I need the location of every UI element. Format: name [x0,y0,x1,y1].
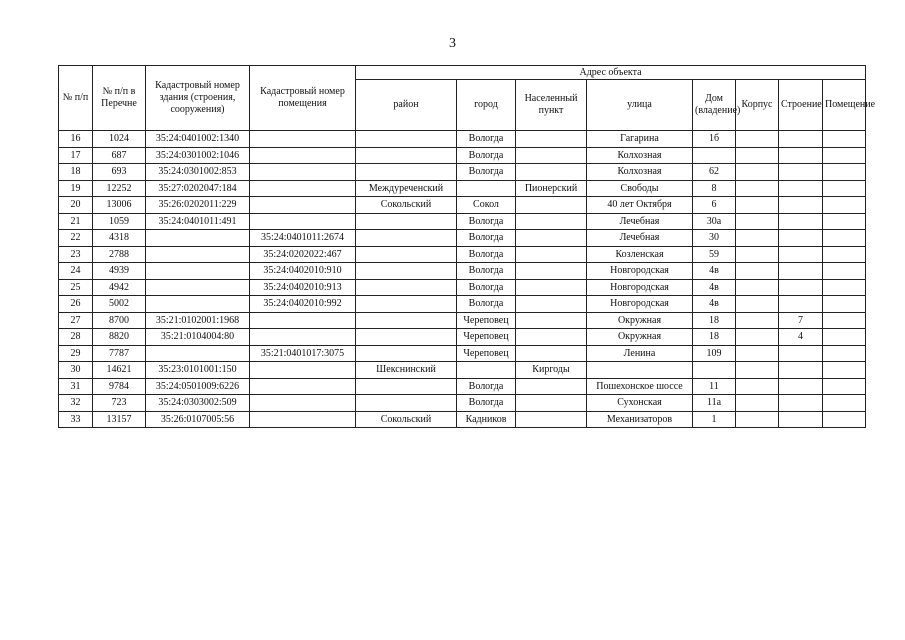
cadastral-building-cell [146,263,250,280]
cadastral-room-cell: 35:24:0402010:910 [250,263,356,280]
house-cell: 4в [693,296,736,313]
structure-cell [779,378,823,395]
corpus-cell [736,329,779,346]
room-cell [823,345,866,362]
room-cell [823,246,866,263]
city-cell: Вологда [457,213,516,230]
street-cell: Свободы [587,180,693,197]
list-num-cell: 1059 [93,213,146,230]
room-cell [823,279,866,296]
house-cell: 1 [693,411,736,428]
street-cell: Колхозная [587,147,693,164]
settlement-cell [516,131,587,148]
district-cell [356,213,457,230]
structure-cell [779,246,823,263]
corpus-cell [736,296,779,313]
cadastral-room-cell: 35:24:0401011:2674 [250,230,356,247]
house-cell [693,362,736,379]
cadastral-room-cell [250,378,356,395]
street-cell [587,362,693,379]
district-cell [356,296,457,313]
city-cell: Вологда [457,395,516,412]
cadastral-room-cell: 35:24:0402010:913 [250,279,356,296]
cadastral-room-cell [250,131,356,148]
city-cell: Череповец [457,329,516,346]
house-cell: 4в [693,279,736,296]
structure-cell [779,296,823,313]
city-cell: Вологда [457,378,516,395]
table-row [59,411,866,428]
house-cell: 4в [693,263,736,280]
structure-cell [779,411,823,428]
row-num-cell: 31 [59,378,93,395]
house-cell: 18 [693,329,736,346]
table-row [59,180,866,197]
room-cell [823,180,866,197]
settlement-cell [516,312,587,329]
list-num-cell: 723 [93,395,146,412]
city-cell: Вологда [457,296,516,313]
list-num-cell: 12252 [93,180,146,197]
col-header-corpus: Корпус [736,80,779,131]
room-cell [823,147,866,164]
cadastral-room-cell [250,213,356,230]
table-row [59,197,866,214]
city-cell: Вологда [457,246,516,263]
settlement-cell [516,395,587,412]
row-num-cell: 22 [59,230,93,247]
settlement-cell [516,147,587,164]
structure-cell [779,213,823,230]
street-cell: Ленина [587,345,693,362]
house-cell: 11а [693,395,736,412]
list-num-cell: 13006 [93,197,146,214]
cadastral-room-cell: 35:24:0202022:467 [250,246,356,263]
table-row [59,296,866,313]
room-cell [823,213,866,230]
settlement-cell [516,246,587,263]
table-row [59,362,866,379]
table-row [59,246,866,263]
house-cell: 11 [693,378,736,395]
list-num-cell: 4939 [93,263,146,280]
table-row [59,345,866,362]
cadastral-building-cell: 35:23:0101001:150 [146,362,250,379]
room-cell [823,362,866,379]
city-cell: Вологда [457,131,516,148]
city-cell: Вологда [457,230,516,247]
corpus-cell [736,362,779,379]
city-cell [457,362,516,379]
structure-cell [779,345,823,362]
cadastral-room-cell [250,180,356,197]
cadastral-building-cell: 35:27:0202047:184 [146,180,250,197]
district-cell [356,246,457,263]
district-cell: Сокольский [356,197,457,214]
corpus-cell [736,164,779,181]
street-cell: Окружная [587,312,693,329]
cadastral-building-cell: 35:26:0202011:229 [146,197,250,214]
city-cell: Кадников [457,411,516,428]
row-num-cell: 29 [59,345,93,362]
district-cell [356,395,457,412]
corpus-cell [736,180,779,197]
street-cell: Новгородская [587,296,693,313]
cadastral-building-cell [146,246,250,263]
cadastral-building-cell [146,345,250,362]
cadastral-room-cell [250,312,356,329]
settlement-cell [516,164,587,181]
corpus-cell [736,131,779,148]
room-cell [823,164,866,181]
city-cell: Вологда [457,164,516,181]
room-cell [823,395,866,412]
cadastral-building-cell: 35:21:0104004:80 [146,329,250,346]
row-num-cell: 23 [59,246,93,263]
row-num-cell: 26 [59,296,93,313]
corpus-cell [736,230,779,247]
col-header-cadastral-building: Кадастровый номер здания (строения, сооружения) [146,66,250,131]
city-cell: Вологда [457,147,516,164]
district-cell [356,312,457,329]
cadastral-building-cell: 35:24:0301002:1046 [146,147,250,164]
street-cell: Механизаторов [587,411,693,428]
settlement-cell [516,411,587,428]
house-cell: 30 [693,230,736,247]
list-num-cell: 8700 [93,312,146,329]
table-row [59,131,866,148]
street-cell: Гагарина [587,131,693,148]
corpus-cell [736,378,779,395]
structure-cell [779,263,823,280]
room-cell [823,197,866,214]
list-num-cell: 13157 [93,411,146,428]
street-cell: Новгородская [587,263,693,280]
street-cell: Окружная [587,329,693,346]
cadastral-room-cell [250,362,356,379]
cadastral-building-cell: 35:24:0303002:509 [146,395,250,412]
cadastral-room-cell [250,395,356,412]
structure-cell [779,131,823,148]
list-num-cell: 4942 [93,279,146,296]
district-cell [356,345,457,362]
table-row [59,263,866,280]
cadastral-room-cell: 35:24:0402010:992 [250,296,356,313]
page-number: 3 [449,36,456,51]
city-cell: Сокол [457,197,516,214]
cadastral-building-cell: 35:24:0301002:853 [146,164,250,181]
cadastral-room-cell [250,329,356,346]
list-num-cell: 14621 [93,362,146,379]
table-body [59,131,866,428]
list-num-cell: 5002 [93,296,146,313]
row-num-cell: 30 [59,362,93,379]
cadastral-building-cell [146,279,250,296]
cadastral-building-cell: 35:21:0102001:1968 [146,312,250,329]
cadastral-room-cell [250,164,356,181]
room-cell [823,378,866,395]
table-row [59,147,866,164]
house-cell: 18 [693,312,736,329]
corpus-cell [736,279,779,296]
city-cell [457,180,516,197]
property-table [58,65,876,428]
row-num-cell: 24 [59,263,93,280]
cadastral-room-cell: 35:21:0401017:3075 [250,345,356,362]
structure-cell [779,180,823,197]
col-header-city: город [457,80,516,131]
cadastral-building-cell [146,230,250,247]
district-cell: Междуреченский [356,180,457,197]
row-num-cell: 16 [59,131,93,148]
house-cell: 6 [693,197,736,214]
district-cell [356,147,457,164]
structure-cell: 7 [779,312,823,329]
house-cell: 1б [693,131,736,148]
corpus-cell [736,395,779,412]
row-num-cell: 27 [59,312,93,329]
settlement-cell [516,197,587,214]
district-cell [356,230,457,247]
structure-cell [779,279,823,296]
col-header-list-num: № п/п в Перечне [93,66,146,131]
row-num-cell: 25 [59,279,93,296]
table-row [59,329,866,346]
col-header-address-group: Адрес объекта [356,66,866,80]
list-num-cell: 687 [93,147,146,164]
street-cell: Колхозная [587,164,693,181]
settlement-cell [516,230,587,247]
table-row [59,395,866,412]
settlement-cell [516,345,587,362]
settlement-cell [516,213,587,230]
list-num-cell: 2788 [93,246,146,263]
corpus-cell [736,213,779,230]
room-cell [823,329,866,346]
house-cell: 59 [693,246,736,263]
cadastral-building-cell: 35:24:0401011:491 [146,213,250,230]
structure-cell: 4 [779,329,823,346]
row-num-cell: 28 [59,329,93,346]
structure-cell [779,230,823,247]
room-cell [823,263,866,280]
district-cell [356,164,457,181]
house-cell [693,147,736,164]
col-header-street: улица [587,80,693,131]
settlement-cell [516,378,587,395]
cadastral-building-cell [146,296,250,313]
list-num-cell: 8820 [93,329,146,346]
row-num-cell: 32 [59,395,93,412]
street-cell: Козленская [587,246,693,263]
row-num-cell: 21 [59,213,93,230]
cadastral-room-cell [250,411,356,428]
list-num-cell: 1024 [93,131,146,148]
list-num-cell: 693 [93,164,146,181]
house-cell: 109 [693,345,736,362]
district-cell: Шекснинский [356,362,457,379]
corpus-cell [736,312,779,329]
city-cell: Вологда [457,263,516,280]
table-row [59,279,866,296]
row-num-cell: 17 [59,147,93,164]
room-cell [823,411,866,428]
street-cell: Лечебная [587,230,693,247]
corpus-cell [736,246,779,263]
district-cell [356,279,457,296]
structure-cell [779,164,823,181]
corpus-cell [736,263,779,280]
structure-cell [779,147,823,164]
settlement-cell [516,296,587,313]
settlement-cell [516,279,587,296]
corpus-cell [736,147,779,164]
list-num-cell: 9784 [93,378,146,395]
structure-cell [779,395,823,412]
cadastral-room-cell [250,147,356,164]
corpus-cell [736,197,779,214]
cadastral-building-cell: 35:24:0501009:6226 [146,378,250,395]
list-num-cell: 4318 [93,230,146,247]
district-cell [356,263,457,280]
cadastral-building-cell: 35:26:0107005:56 [146,411,250,428]
row-num-cell: 19 [59,180,93,197]
col-header-cadastral-room: Кадастровый номер помещения [250,66,356,131]
col-header-house: Дом (владение) [693,80,736,131]
room-cell [823,312,866,329]
house-cell: 62 [693,164,736,181]
street-cell: Новгородская [587,279,693,296]
district-cell [356,131,457,148]
col-header-num: № п/п [59,66,93,131]
row-num-cell: 33 [59,411,93,428]
corpus-cell [736,345,779,362]
settlement-cell: Киргоды [516,362,587,379]
row-num-cell: 20 [59,197,93,214]
settlement-cell: Пионерский [516,180,587,197]
settlement-cell [516,329,587,346]
cadastral-building-cell: 35:24:0401002:1340 [146,131,250,148]
col-header-room: Помещение [823,80,866,131]
col-header-structure: Строение [779,80,823,131]
cadastral-room-cell [250,197,356,214]
table-row [59,312,866,329]
structure-cell [779,197,823,214]
room-cell [823,296,866,313]
district-cell [356,378,457,395]
col-header-settlement: Населенный пункт [516,80,587,131]
corpus-cell [736,411,779,428]
street-cell: Лечебная [587,213,693,230]
structure-cell [779,362,823,379]
city-cell: Вологда [457,279,516,296]
district-cell: Сокольский [356,411,457,428]
room-cell [823,131,866,148]
street-cell: Пошехонское шоссе [587,378,693,395]
table-row [59,230,866,247]
table-row [59,213,866,230]
street-cell: Сухонская [587,395,693,412]
room-cell [823,230,866,247]
table-row [59,378,866,395]
list-num-cell: 7787 [93,345,146,362]
street-cell: 40 лет Октября [587,197,693,214]
table-row [59,164,866,181]
settlement-cell [516,263,587,280]
city-cell: Череповец [457,312,516,329]
district-cell [356,329,457,346]
col-header-district: район [356,80,457,131]
house-cell: 8 [693,180,736,197]
city-cell: Череповец [457,345,516,362]
row-num-cell: 18 [59,164,93,181]
house-cell: 30а [693,213,736,230]
